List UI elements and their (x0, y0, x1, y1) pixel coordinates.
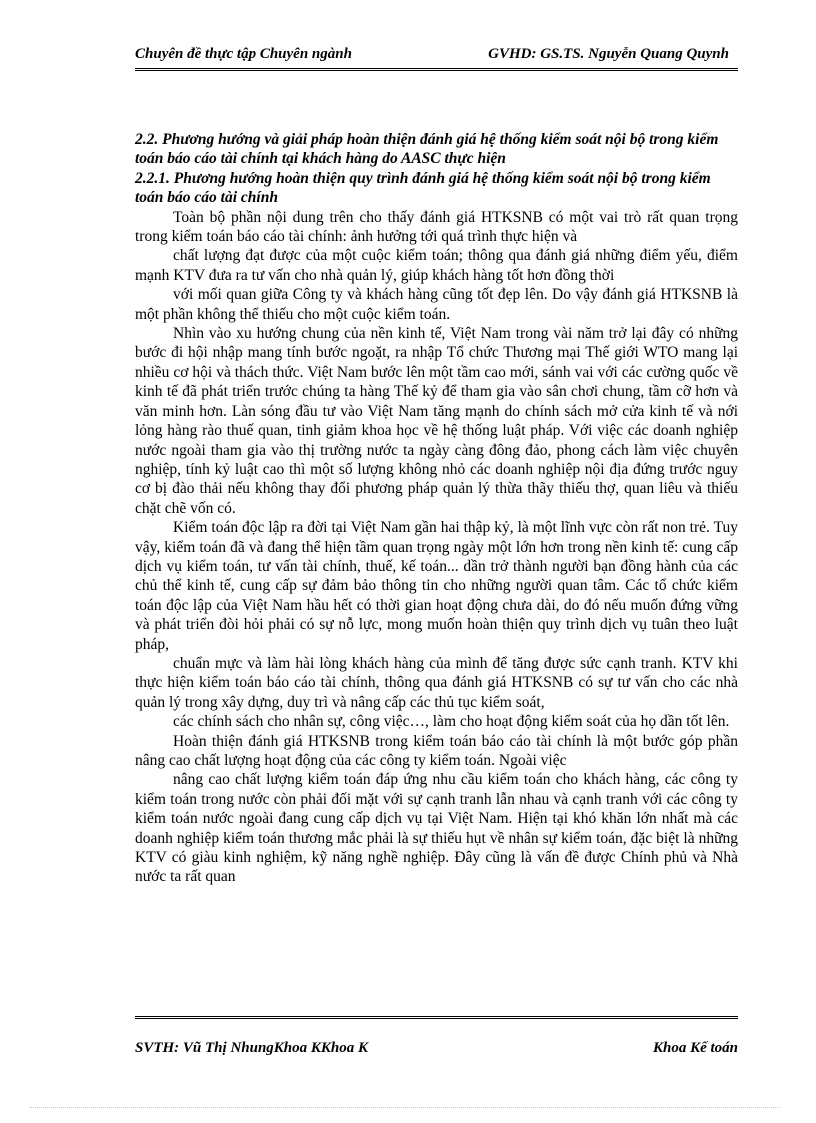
paragraph-8: Hoàn thiện đánh giá HTKSNB trong kiểm toán báo cáo tài chính là một bước góp phần nâng cao chất lượng hoạt động của các công ty kiểm toán. Ngoài việc (135, 732, 738, 769)
paragraph-6: chuẩn mực và làm hài lòng khách hàng của mình để tăng được sức cạnh tranh. KTV khi thực hiện kiểm toán báo cáo tài chính, thông qua đánh giá HTKSNB có sự tư vấn cho các nhà quản lý trong xây dựng, duy trì và nâng cấp các thủ tục kiểm soát, (135, 654, 738, 711)
page-footer (135, 1040, 738, 1062)
footer-left-text: SVTH: Vũ Thị NhungKhoa KKhoa K (135, 1040, 369, 1056)
paragraph-2: chất lượng đạt được của một cuộc kiểm toán; thông qua đánh giá những điểm yếu, điểm mạnh KTV đưa ra tư vấn cho nhà quản lý, giúp khách hàng tốt hơn đồng thời (135, 247, 738, 284)
header-rule (135, 68, 738, 71)
paragraph-9: nâng cao chất lượng kiểm toán đáp ứng nhu cầu kiểm toán cho khách hàng, các công ty kiểm toán trong nước còn phải đối mặt với sự cạnh tranh lẫn nhau và cạnh tranh với các công ty kiểm toán nước ngoài đang cung cấp dịch vụ tại Việt Nam. Hiện tại khó khăn lớn nhất mà các doanh nghiệp kiểm toán thương mắc phải là sự thiếu hụt về nhân sự kiểm toán, đặc biệt là những KTV có giàu kinh nghiệm, kỹ năng nghề nghiệp. Đây cũng là vấn đề được Chính phủ và Nhà nước ta rất quan (135, 771, 738, 886)
section-heading-2-2: 2.2. Phương hướng và giải pháp hoàn thiện đánh giá hệ thống kiểm soát nội bộ trong kiểm toán báo cáo tài chính tại khách hàng do AASC thực hiện (135, 131, 719, 168)
footer-right-text: Khoa Kế toán (652, 1040, 738, 1056)
paragraph-1: Toàn bộ phần nội dung trên cho thấy đánh giá HTKSNB có một vai trò rất quan trọng trong kiểm toán báo cáo tài chính: ảnh hưởng tới quá trình thực hiện và (135, 208, 738, 246)
paragraph-4: Nhìn vào xu hướng chung của nền kinh tế, Việt Nam trong vài năm trở lại đây có những bước đi hội nhập mang tính bước ngoặt, ra nhập Tổ chức Thương mại Thế giới WTO mang lại nhiều cơ hội và thách thức. Việt Nam bước lên một tầm cao mới, sánh vai với các cường quốc về kinh tế đã phát triển trước chúng ta hàng Thế kỷ để tham gia vào sân chơi chung, tầm cỡ hơn và văn minh hơn. Làn sóng đầu tư vào Việt Nam tăng mạnh do chính sách mở cửa kinh tế và nới lỏng hàng rào thuế quan, tinh giảm khoa học về hệ thống luật pháp. Với việc các doanh nghiệp nước ngoài tham gia vào thị trường nước ta ngày càng đông đảo, phong cách làm việc chuyên nghiệp, tính kỷ luật cao thì một số lượng không nhỏ các doanh nghiệp nội địa đứng trước nguy cơ bị đào thải nếu không thay đổi phương pháp quản lý thừa thãy thiếu thợ, quan liêu và thiếu chặt chẽ vốn có. (135, 325, 738, 517)
paragraph-3: với mối quan giữa Công ty và khách hàng cũng tốt đẹp lên. Do vậy đánh giá HTKSNB là một phần không thể thiếu cho một cuộc kiểm toán. (135, 286, 738, 323)
header-left-text: Chuyên đề thực tập Chuyên ngành (135, 46, 352, 62)
paragraph-5: Kiểm toán độc lập ra đời tại Việt Nam gần hai thập kỷ, là một lĩnh vực còn rất non trẻ. Tuy vậy, kiểm toán đã và đang thể hiện tầm quan trọng ngày một lớn hơn trong nền kinh tế: cung cấp dịch vụ kiểm toán, tư vấn tài chính, thuế, kế toán... dần trở thành người bạn đồng hành của các chủ thể kinh tế, cung cấp sự đảm bảo thông tin cho những người quan tâm. Các tổ chức kiểm toán độc lập của Việt Nam hầu hết có thời gian hoạt động chưa dài, do đó nếu muốn đứng vững và phát triển đòi hỏi phải có sự nỗ lực, mong muốn hoàn thiện quy trình dịch vụ tuân theo luật pháp, (135, 519, 738, 653)
header-right-text: GVHD: GS.TS. Nguyễn Quang Quynh (488, 46, 729, 62)
paragraph-7: các chính sách cho nhân sự, công việc…, làm cho hoạt động kiểm soát của họ dần tốt lên. (173, 713, 730, 731)
body-content (135, 130, 738, 887)
section-heading-2-2-1: 2.2.1. Phương hướng hoàn thiện quy trình đánh giá hệ thống kiểm soát nội bộ trong kiểm toán báo cáo tài chính (135, 169, 711, 207)
page-bottom-dotted-line (30, 1107, 780, 1108)
footer-rule (135, 1016, 738, 1019)
page-header (135, 46, 729, 68)
